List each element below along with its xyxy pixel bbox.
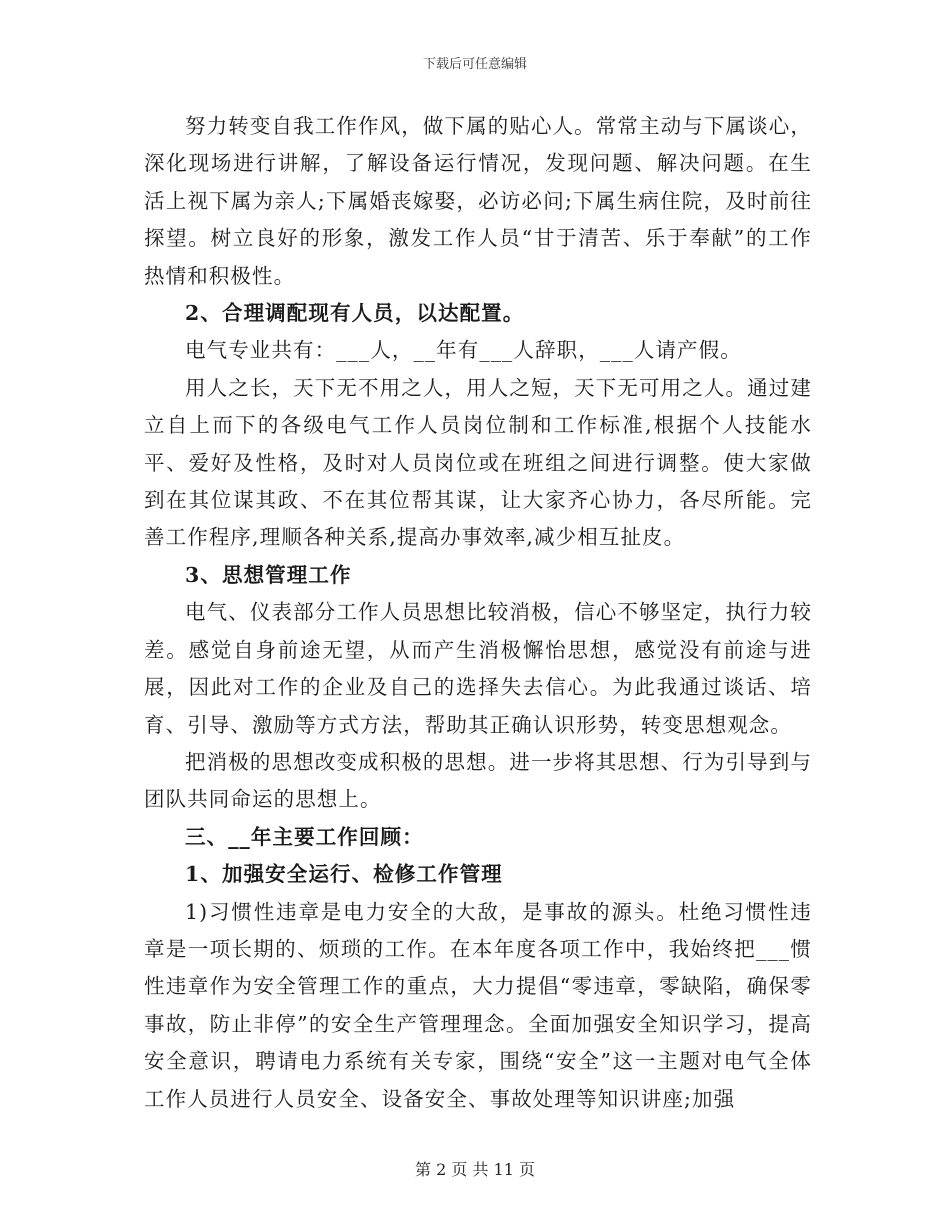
paragraph: 1)习惯性违章是电力安全的大敌，是事故的源头。杜绝习惯性违章是一项长期的、烦琐的工作。在本年度各项工作中，我始终把___惯性违章作为安全管理工作的重点，大力提倡“零违章，零缺陷，确保零事故，防止非停”的安全生产管理理念。全面加强安全知识学习，提高安全意识，聘请电力系统有关专家，围绕“安全”这一主题对电气全体工作人员进行人员安全、设备安全、事故处理等知识讲座;加强 bbox=[144, 899, 812, 1111]
section-heading: 3、思想管理工作 bbox=[185, 562, 352, 587]
section-heading: 1、加强安全运行、检修工作管理 bbox=[185, 862, 503, 887]
section-heading: 三、__年主要工作回顾： bbox=[185, 824, 424, 849]
section-heading: 2、合理调配现有人员，以达配置。 bbox=[185, 301, 525, 326]
paragraph: 把消极的思想改变成积极的思想。进一步将其思想、行为引导到与团队共同命运的思想上。 bbox=[144, 749, 812, 812]
paragraph: 用人之长，天下无不用之人，用人之短，天下无可用之人。通过建立自上而下的各级电气工作人员岗位制和工作标准,根据个人技能水平、爱好及性格，及时对人员岗位或在班组之间进行调整。使大家做到在其位谋其政、不在其位帮其谋，让大家齐心协力，各尽所能。完善工作程序,理顺各种关系,提高办事效率,减少相互扯皮。 bbox=[144, 375, 812, 550]
page-footer: 第 2 页 共 11 页 bbox=[415, 1160, 535, 1179]
document-body bbox=[144, 108, 812, 1118]
page-header: 下载后可任意编辑 bbox=[422, 57, 527, 72]
paragraph: 电气专业共有：___人，__年有___人辞职，___人请产假。 bbox=[185, 338, 742, 363]
paragraph: 努力转变自我工作作风，做下属的贴心人。常常主动与下属谈心，深化现场进行讲解，了解设备运行情况，发现问题、解决问题。在生活上视下属为亲人;下属婚丧嫁娶，必访必问;下属生病住院，及时前往探望。树立良好的形象，激发工作人员“甘于清苦、乐于奉献”的工作热情和积极性。 bbox=[144, 114, 812, 288]
paragraph: 电气、仪表部分工作人员思想比较消极，信心不够坚定，执行力较差。感觉自身前途无望，从而产生消极懈怡思想，感觉没有前途与进展，因此对工作的企业及自己的选择失去信心。为此我通过谈话、培育、引导、激励等方式方法，帮助其正确认识形势，转变思想观念。 bbox=[144, 600, 812, 737]
